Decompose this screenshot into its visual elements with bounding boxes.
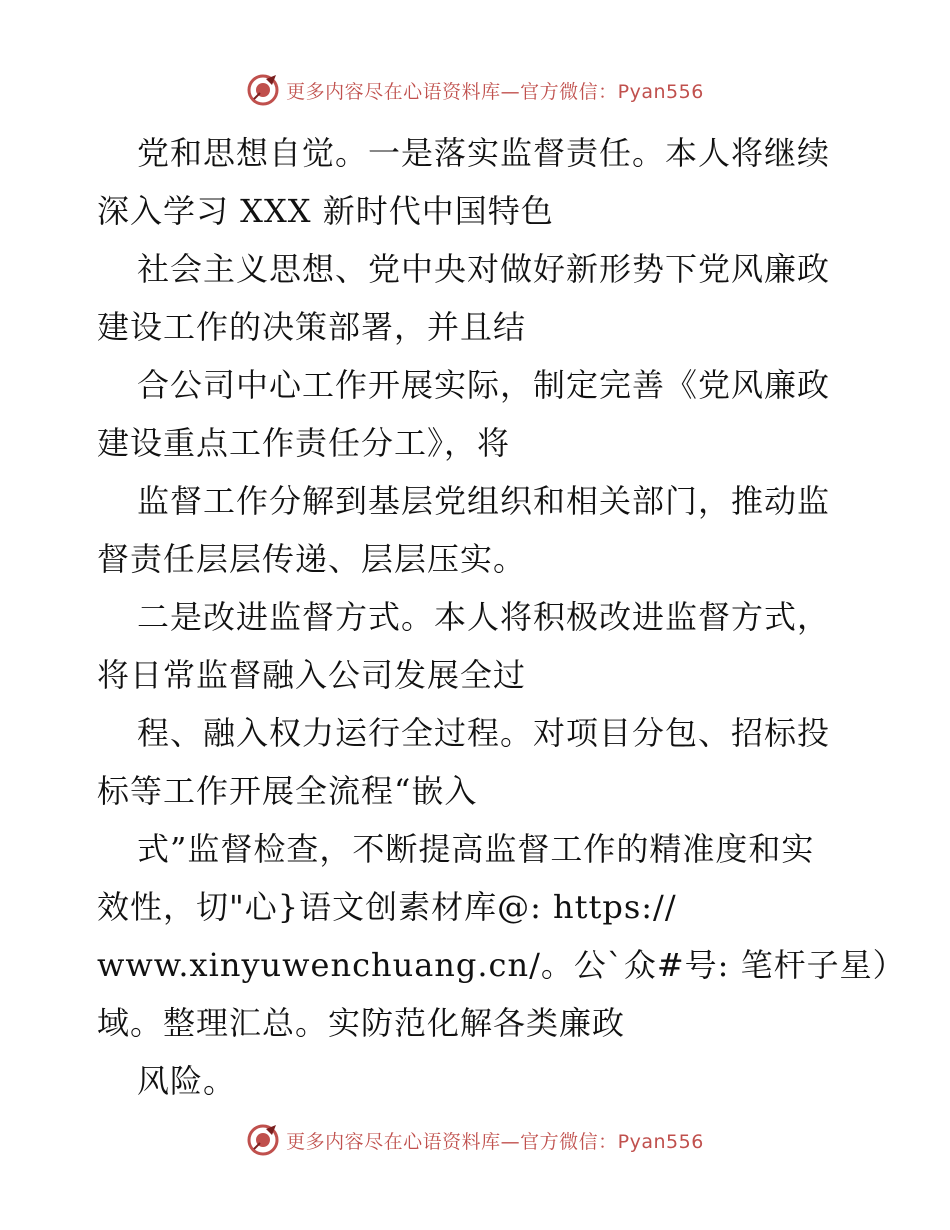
text-line: 督责任层层传递、层层压实。	[97, 540, 527, 578]
text-line: 党和思想自觉。一是落实监督责任。本人将继续	[137, 134, 831, 172]
text-line: 效性，切"心}语文创素材库@: https://	[97, 888, 677, 926]
footer-banner	[0, 1120, 950, 1160]
text-line: 建设重点工作责任分工》，将	[97, 424, 511, 462]
text-line: www.xinyuwenchuang.cn/。公`众#号: 笔杆子星）	[97, 946, 906, 984]
quill-seal-icon	[246, 73, 280, 107]
text-line: 二是改进监督方式。本人将积极改进监督方式，	[137, 598, 831, 636]
text-line: 程、融入权力运行全过程。对项目分包、招标投	[137, 714, 831, 752]
text-line: 风险。	[137, 1062, 237, 1100]
document-body	[97, 124, 906, 1110]
text-line: 建设工作的决策部署，并且结	[97, 308, 527, 346]
text-line: 深入学习 XXX 新时代中国特色	[97, 192, 554, 230]
text-line: 社会主义思想、党中央对做好新形势下党风廉政	[137, 250, 831, 288]
banner-text: 更多内容尽在心语资料库—官方微信：Pyan556	[286, 1130, 704, 1153]
text-line: 合公司中心工作开展实际，制定完善《党风廉政	[137, 366, 831, 404]
text-line: 式”监督检查，不断提高监督工作的精准度和实	[137, 830, 815, 868]
text-line: 监督工作分解到基层党组织和相关部门，推动监	[137, 482, 831, 520]
text-line: 域。整理汇总。实防范化解各类廉政	[97, 1004, 626, 1042]
header-banner	[0, 70, 950, 110]
quill-seal-icon	[246, 1123, 280, 1157]
banner-text: 更多内容尽在心语资料库—官方微信：Pyan556	[286, 80, 704, 103]
text-line: 将日常监督融入公司发展全过	[97, 656, 527, 694]
text-line: 标等工作开展全流程“嵌入	[97, 772, 478, 810]
